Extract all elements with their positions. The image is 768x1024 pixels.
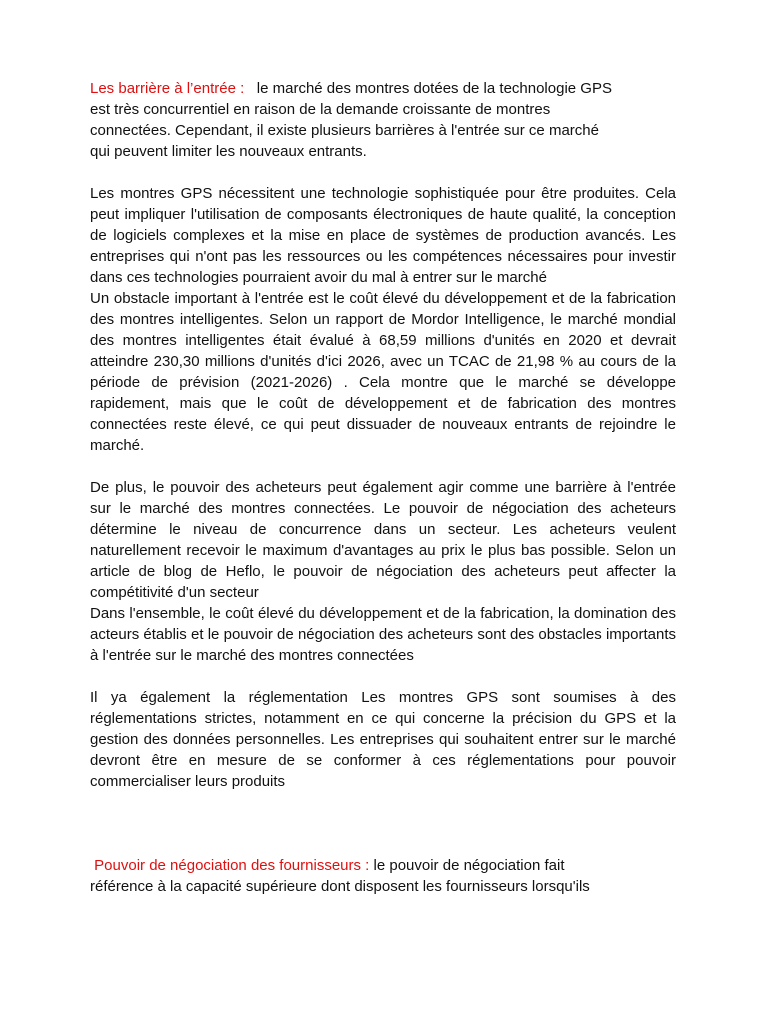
intro-line: connectées. Cependant, il existe plusieurs barrières à l'entrée sur ce marché — [90, 122, 599, 139]
suppliers-line: référence à la capacité supérieure dont disposent les fournisseurs lorsqu'ils — [90, 878, 590, 895]
document-page — [90, 78, 676, 897]
summary-paragraph: Dans l'ensemble, le coût élevé du développement et de la fabrication, la domination des acteurs établis et le pouvoir de négociation des acheteurs sont des obstacles importants à l'entrée sur le marché des montres connectées — [90, 605, 676, 664]
cost-paragraph: Un obstacle important à l'entrée est le coût élevé du développement et de la fabrication des montres intelligentes. Selon un rapport de Mordor Intelligence, le marché mondial des montres intelligentes était évalué à 68,59 millions d'unités en 2020 et devrait atteindre 230,30 millions d'unités d'ici 2026, avec un TCAC de 21,98 % au cours de la période de prévision (2021-2026) . Cela montre que le marché se développe rapidement, mais que le coût de développement et de fabrication des montres connectées reste élevé, ce qui peut dissuader de nouveaux entrants de rejoindre le marché. — [90, 290, 676, 454]
regulation-paragraph: Il ya également la réglementation Les montres GPS sont soumises à des réglementations strictes, notamment en ce qui concerne la précision du GPS et la gestion des données personnelles. Les entreprises qui souhaitent entrer sur le marché devront être en mesure de se conformer à ces réglementations pour pouvoir commercialiser leurs produits — [90, 689, 676, 790]
intro-line: est très concurrentiel en raison de la demande croissante de montres — [90, 101, 551, 118]
barriers-intro — [90, 78, 676, 162]
intro-line: Les barrière à l’entrée : le marché des montres dotées de la technologie GPS — [90, 80, 612, 97]
technology-paragraph: Les montres GPS nécessitent une technologie sophistiquée pour être produites. Cela peut impliquer l'utilisation de composants électroniques de haute qualité, la conception de logiciels complexes et la mise en place de systèmes de production avancés. Les entreprises qui n'ont pas les ressources ou les compétences nécessaires pour investir dans ces technologies pourraient avoir du mal à entrer sur le marché — [90, 185, 676, 286]
barriers-heading: Les barrière à l’entrée : — [90, 80, 245, 97]
buyers-paragraph: De plus, le pouvoir des acheteurs peut également agir comme une barrière à l'entrée sur le marché des montres connectées. Le pouvoir de négociation des acheteurs détermine le niveau de concurrence dans un secteur. Les acheteurs veulent naturellement recevoir le maximum d'avantages au prix le plus bas possible. Selon un article de blog de Heflo, le pouvoir de négociation des acheteurs peut affecter la compétitivité d'un secteur — [90, 479, 676, 601]
suppliers-section — [90, 855, 676, 897]
suppliers-line: Pouvoir de négociation des fournisseurs : le pouvoir de négociation fait — [94, 857, 565, 874]
intro-line: qui peuvent limiter les nouveaux entrants. — [90, 143, 367, 160]
suppliers-heading: Pouvoir de négociation des fournisseurs : — [94, 857, 370, 874]
